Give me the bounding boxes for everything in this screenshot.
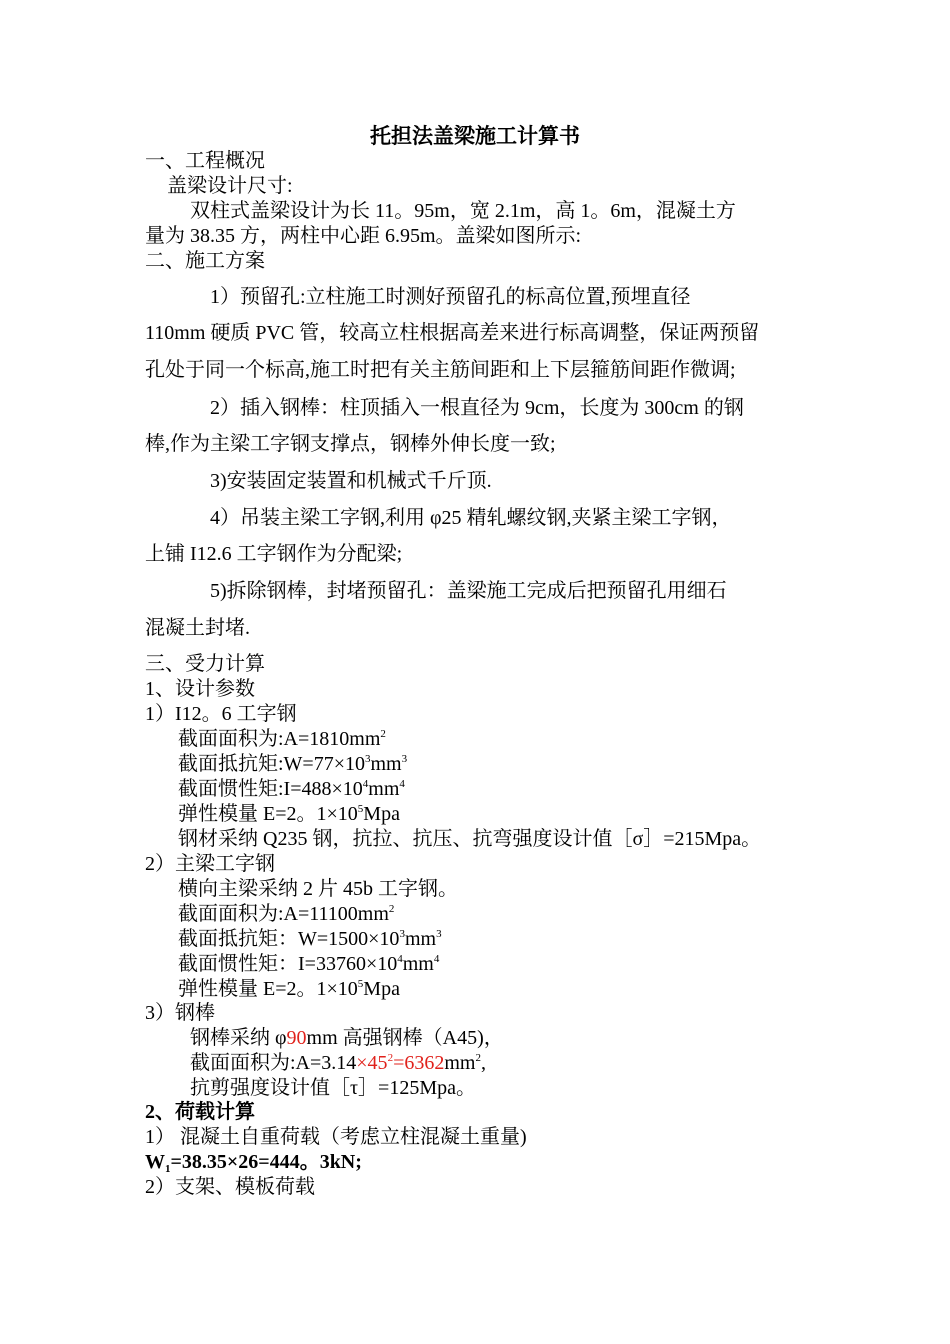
item-heading-main-beam: 2）主梁工字钢 bbox=[145, 853, 275, 875]
param-inertia: 截面惯性矩$:I=488\times 10^4mm^4$ bbox=[178, 778, 405, 800]
param-area: 截面面积为$:A=1810mm^2$ bbox=[178, 728, 386, 750]
formula-w1: $W_1=38.35\times 26=444$。3kN; bbox=[145, 1151, 362, 1175]
paragraph-line: 110mm 硬质 PVC 管，较高立柱根据高差来进行标高调整，保证两预留 bbox=[145, 322, 760, 344]
paragraph-line: 孔处于同一个标高,施工时把有关主筋间距和上下层箍筋间距作微调; bbox=[145, 359, 736, 381]
paragraph-line: 混凝土封堵. bbox=[145, 617, 250, 639]
param-section-modulus: 截面抵抗矩：$W=1500\times 10^3mm^3$ bbox=[178, 928, 442, 950]
section-heading-calculation: 三、受力计算 bbox=[145, 653, 265, 675]
paragraph-line: 棒,作为主梁工字钢支撑点，钢棒外伸长度一致; bbox=[145, 433, 556, 455]
paragraph-line: 1） 混凝土自重荷载（考虑立柱混凝土重量) bbox=[145, 1126, 527, 1148]
paragraph-line: 2）支架、模板荷载 bbox=[145, 1176, 315, 1198]
subheading-dimensions: 盖梁设计尺寸: bbox=[167, 175, 293, 197]
item-heading-steel-rod: 3）钢棒 bbox=[145, 1002, 215, 1024]
paragraph-line: 量为 38.35 方，两柱中心距 6.95m。盖梁如图所示: bbox=[145, 225, 582, 247]
param-section-modulus: 截面抵抗矩$:W=77\times 10^3mm^3$ bbox=[178, 753, 408, 775]
section-heading-overview: 一、工程概况 bbox=[145, 150, 265, 172]
param-inertia: 截面惯性矩：$I=33760\times 10^4mm^4$ bbox=[178, 953, 440, 975]
paragraph-line: 上铺 I12.6 工字钢作为分配梁; bbox=[145, 543, 403, 565]
paragraph-line: 横向主梁采纳 2 片 45b 工字钢。 bbox=[178, 878, 458, 900]
paragraph-line: 1）预留孔:立柱施工时测好预留孔的标高位置,预埋直径 bbox=[210, 286, 691, 308]
param-modulus: 弹性模量 E=2。$1\times 10^5Mpa$ bbox=[178, 978, 400, 1000]
paragraph-line: 双柱式盖梁设计为长 11。95m，宽 2.1m，高 1。6m，混凝土方 bbox=[190, 200, 736, 222]
subheading-design-params: 1、设计参数 bbox=[145, 678, 255, 700]
paragraph-line: 4）吊装主梁工字钢,利用 φ25 精轧螺纹钢,夹紧主梁工字钢， bbox=[210, 507, 732, 529]
item-heading-i12: 1）I12。6 工字钢 bbox=[145, 703, 297, 725]
paragraph-line: 5)拆除钢棒，封堵预留孔：盖梁施工完成后把预留孔用细石 bbox=[210, 580, 727, 602]
param-shear-strength: 抗剪强度设计值［τ］=125Mpa。 bbox=[190, 1077, 476, 1099]
param-area: 截面面积为$:A=3.14\times 45^2=6362mm^2$, bbox=[190, 1052, 486, 1074]
section-heading-plan: 二、施工方案 bbox=[145, 250, 265, 272]
param-steel-strength: 钢材采纳 Q235 钢，抗拉、抗压、抗弯强度设计值［σ］=215Mpa。 bbox=[178, 828, 762, 850]
param-modulus: 弹性模量 E=2。$1\times 10^5Mpa$ bbox=[178, 803, 400, 825]
param-rod-spec: 钢棒采纳 φ90mm 高强钢棒（A45)， bbox=[190, 1027, 504, 1049]
paragraph-line: 2）插入钢棒：柱顶插入一根直径为 9cm，长度为 300cm 的钢 bbox=[210, 397, 744, 419]
param-area: 截面面积为$:A=11100mm^2$ bbox=[178, 903, 395, 925]
paragraph-line: 3)安装固定装置和机械式千斤顶. bbox=[210, 470, 492, 492]
subheading-load-calc: 2、荷载计算 bbox=[145, 1101, 255, 1123]
document-title: 托担法盖梁施工计算书 bbox=[370, 124, 580, 148]
